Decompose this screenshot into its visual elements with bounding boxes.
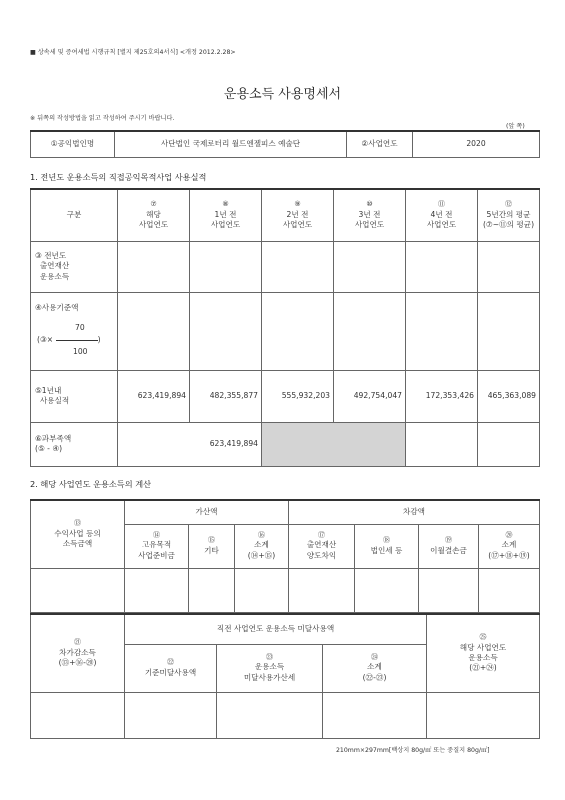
cell-empty — [118, 241, 190, 292]
fiscal-year-value: 2020 — [413, 131, 540, 157]
instruction-text: ※ 뒤쪽의 작성방법을 읽고 작성하여 주시기 바랍니다. — [30, 115, 175, 122]
col-net-income: ㉑ 차가감소득 (⑬+⑯-⑳) — [31, 614, 125, 692]
col-capital-gain: ⑰ 출연재산 양도차익 — [289, 524, 355, 568]
info-table — [30, 130, 540, 158]
cell-empty — [355, 568, 419, 612]
col-header-10: ⑩ 3년 전 사업연도 — [334, 189, 406, 241]
row-usage-within-year-label: ⑤1년내 사용실적 — [31, 370, 118, 422]
paper-spec-footer: 210mm×297mm[백상지 80g/㎡ 또는 중질지 80g/㎡] — [336, 747, 490, 754]
usage-value-12: 465,363,089 — [478, 370, 540, 422]
cell-empty — [406, 422, 478, 466]
cell-empty — [262, 292, 334, 370]
usage-value-9: 555,932,203 — [262, 370, 334, 422]
cell-empty — [419, 568, 479, 612]
cell-empty — [31, 692, 125, 738]
col-header-8: ⑧ 1년 전 사업연도 — [190, 189, 262, 241]
cell-empty — [406, 241, 478, 292]
section2-table-income — [30, 499, 540, 613]
usage-value-11: 172,353,426 — [406, 370, 478, 422]
deduction-header: 차감액 — [289, 500, 540, 524]
usage-value-8: 482,355,877 — [190, 370, 262, 422]
cell-empty — [190, 292, 262, 370]
cell-empty — [235, 568, 289, 612]
usage-value-7: 623,419,894 — [118, 370, 190, 422]
col-header-11: ⑪ 4년 전 사업연도 — [406, 189, 478, 241]
cell-empty — [334, 292, 406, 370]
cell-empty — [479, 568, 540, 612]
cell-empty — [289, 568, 355, 612]
cell-empty — [262, 241, 334, 292]
header-note-text: 상속세 및 증여세법 시행규칙 [별지 제25호의4서식] <개정 2012.2.28> — [37, 49, 236, 56]
cell-empty — [190, 241, 262, 292]
col-current-operating-income: ㉕ 해당 사업연도 운용소득 (㉑+㉔) — [427, 614, 540, 692]
section1-col-header: 구분 — [31, 189, 118, 241]
col-header-7: ⑦ 해당 사업연도 — [118, 189, 190, 241]
col-header-9: ⑨ 2년 전 사업연도 — [262, 189, 334, 241]
col-standard-shortfall: ㉒ 기준미달사용액 — [125, 644, 217, 692]
col-reserve: ⑭ 고유목적 사업준비금 — [125, 524, 189, 568]
cell-empty — [217, 692, 323, 738]
corp-name-value: 사단법인 국제로터리 월드엔젤피스 예술단 — [115, 131, 347, 157]
shaded-cell — [262, 422, 406, 466]
cell-empty — [31, 568, 125, 612]
col-shortfall-subtotal: ㉔ 소계 (㉒-㉓) — [323, 644, 427, 692]
col-addition-subtotal: ⑯ 소계 (⑭+⑮) — [235, 524, 289, 568]
row-prior-year-income-label: ③ 전년도 출연재산 운용소득 — [31, 241, 118, 292]
col-loss-carryforward: ⑲ 이월결손금 — [419, 524, 479, 568]
cell-empty — [406, 292, 478, 370]
prev-shortfall-header: 직전 사업연도 운용소득 미달사용액 — [125, 614, 427, 644]
square-bullet-icon: ■ — [30, 49, 36, 56]
col-income-amount: ⑬ 수익사업 등의 소득금액 — [31, 500, 125, 568]
col-other: ⑮ 기타 — [189, 524, 235, 568]
section1-table — [30, 188, 540, 467]
form-header-note — [30, 47, 236, 56]
page-side-label: (앞 쪽) — [506, 123, 525, 130]
row-surplus-deficit-label: ⑥과부족액 (⑤ - ④) — [31, 422, 118, 466]
cell-empty — [323, 692, 427, 738]
col-shortfall-penalty: ㉓ 운용소득 미달사용가산세 — [217, 644, 323, 692]
row-usage-standard-label: ④사용기준액 70 (③× ) 100 — [31, 292, 118, 370]
addition-header: 가산액 — [125, 500, 289, 524]
usage-value-10: 492,754,047 — [334, 370, 406, 422]
page-title: 운용소득 사용명세서 — [223, 87, 342, 102]
surplus-deficit-value: 623,419,894 — [118, 422, 262, 466]
section2-title: 2. 해당 사업연도 운용소득의 계산 — [30, 479, 152, 489]
col-header-12: ⑫ 5년간의 평균 (⑦~⑪의 평균) — [478, 189, 540, 241]
fiscal-year-label: ②사업연도 — [347, 131, 413, 157]
cell-empty — [189, 568, 235, 612]
cell-empty — [334, 241, 406, 292]
cell-empty — [118, 292, 190, 370]
col-deduction-subtotal: ⑳ 소계 (⑰+⑱+⑲) — [479, 524, 540, 568]
cell-empty — [478, 241, 540, 292]
corp-name-label: ①공익법인명 — [31, 131, 115, 157]
section1-title: 1. 전년도 운용소득의 직접공익목적사업 사용실적 — [30, 172, 207, 182]
cell-empty — [125, 692, 217, 738]
cell-empty — [478, 292, 540, 370]
cell-empty — [427, 692, 540, 738]
cell-empty — [125, 568, 189, 612]
col-corporate-tax: ⑱ 법인세 등 — [355, 524, 419, 568]
section2-table-shortfall — [30, 613, 540, 739]
cell-empty — [478, 422, 540, 466]
